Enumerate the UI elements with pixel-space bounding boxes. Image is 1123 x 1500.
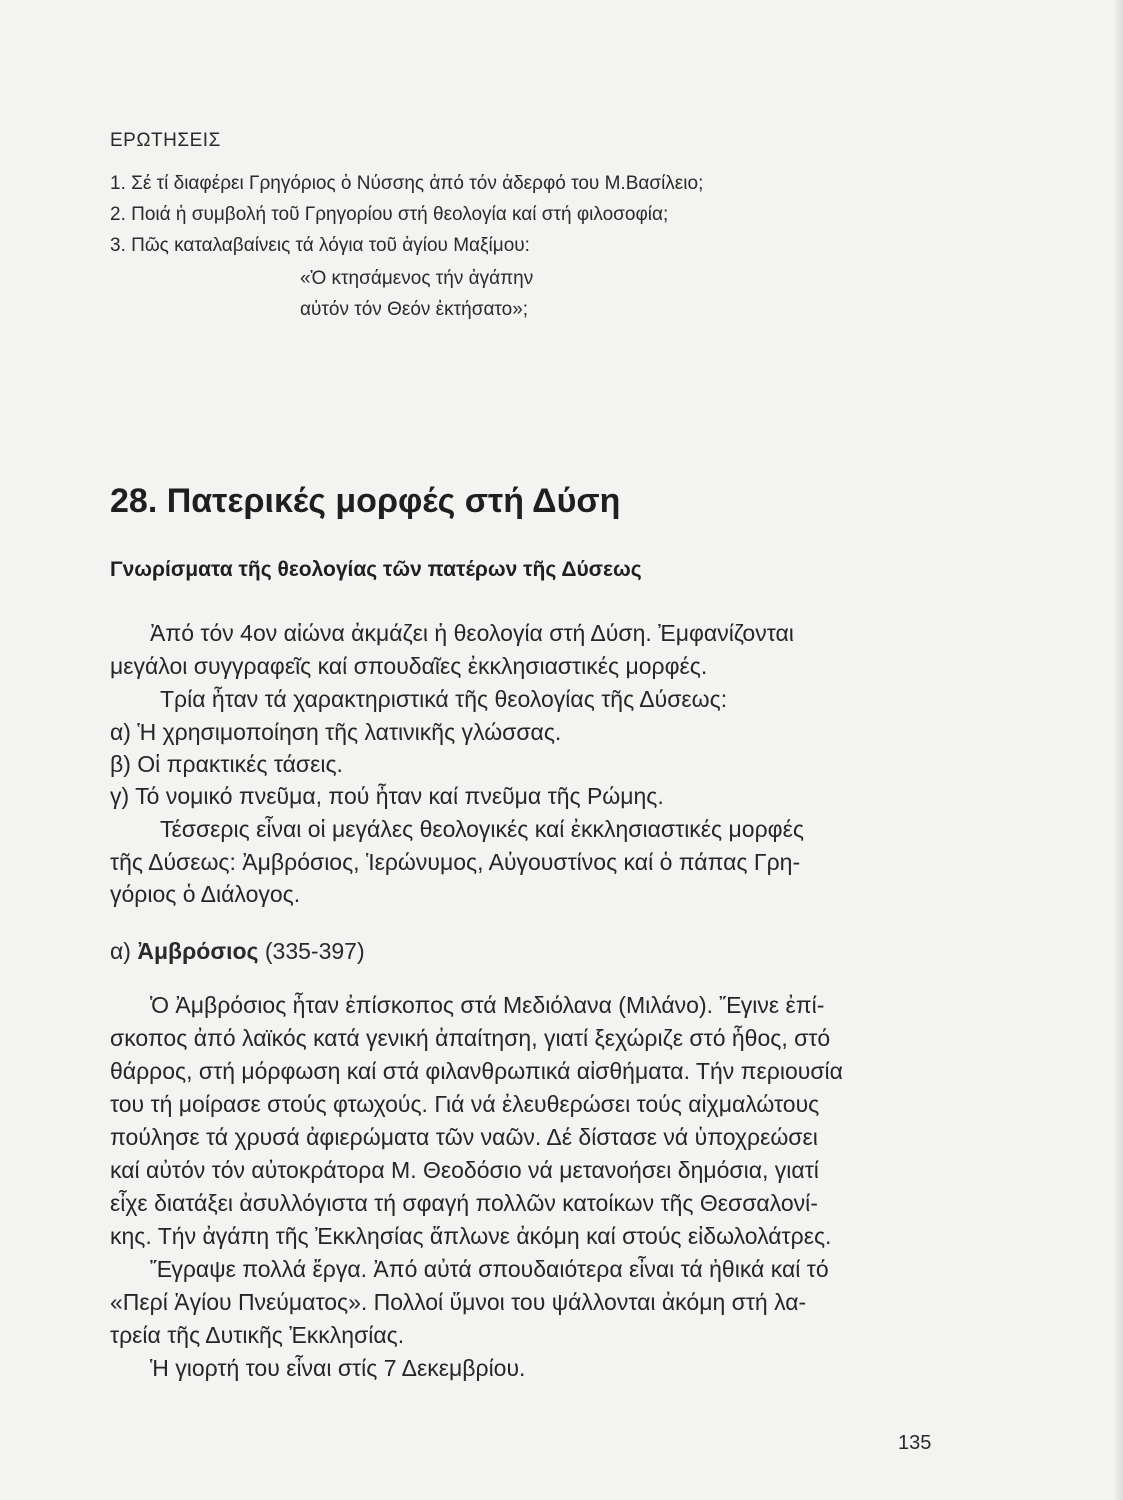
ambrose-line: κης. Τήν ἀγάπη τῆς Ἐκκλησίας ἅπλωνε ἀκόμη καί στούς εἰδωλολάτρες. [110, 1223, 832, 1249]
ambrose-line: Ὁ Ἀμβρόσιος ἦταν ἐπίσκοπος στά Μεδιόλανα (Μιλάνο). Ἔγινε ἐπί- [150, 992, 825, 1018]
ambrose-heading [110, 938, 365, 965]
ambrose-dates: (335-397) [264, 938, 365, 964]
question-1: 1. Σέ τί διαφέρει Γρηγόριος ὁ Νύσσης ἀπό τόν ἀδερφό του Μ.Βασίλειο; [110, 173, 704, 194]
intro-line: μεγάλοι συγγραφεῖς καί σπουδαῖες ἐκκλησιαστικές μορφές. [110, 653, 708, 679]
quote-line-2: αὐτόν τόν Θεόν ἐκτήσατο»; [300, 299, 529, 320]
ambrose-prefix: α) [110, 938, 131, 964]
intro-line: β) Οἱ πρακτικές τάσεις. [110, 751, 343, 777]
intro-line: Τρία ἦταν τά χαρακτηριστικά τῆς θεολογίας τῆς Δύσεως: [160, 686, 728, 712]
ambrose-line: του τή μοίρασε στούς φτωχούς. Γιά νά ἐλευθερώσει τούς αἰχμαλώτους [110, 1091, 820, 1117]
intro-line: τῆς Δύσεως: Ἀμβρόσιος, Ἱερώνυμος, Αὐγουστίνος καί ὁ πάπας Γρη- [110, 849, 801, 875]
intro-line: γ) Τό νομικό πνεῦμα, πού ἦταν καί πνεῦμα τῆς Ρώμης. [110, 783, 664, 809]
section-subtitle: Γνωρίσματα τῆς θεολογίας τῶν πατέρων τῆς Δύσεως [110, 558, 642, 581]
ambrose-line: Ἡ γιορτή του εἶναι στίς 7 Δεκεμβρίου. [150, 1355, 526, 1381]
question-3: 3. Πῶς καταλαβαίνεις τά λόγια τοῦ ἁγίου Μαξίμου: [110, 235, 530, 256]
intro-line: α) Ἡ χρησιμοποίηση τῆς λατινικῆς γλώσσας. [110, 719, 562, 745]
intro-line: γόριος ὁ Διάλογος. [110, 881, 301, 907]
quote-line-1: «Ὁ κτησάμενος τήν ἀγάπην [300, 268, 534, 289]
page-edge-shadow [1113, 0, 1123, 1500]
ambrose-line: πούλησε τά χρυσά ἀφιερώματα τῶν ναῶν. Δέ δίστασε νά ὑποχρεώσει [110, 1124, 818, 1150]
intro-line: Τέσσερις εἶναι οἱ μεγάλες θεολογικές καί ἐκκλησιαστικές μορφές [160, 816, 804, 842]
ambrose-line: Ἔγραψε πολλά ἔργα. Ἀπό αὐτά σπουδαιότερα εἶναι τά ἠθικά καί τό [150, 1256, 829, 1282]
intro-line: Ἀπό τόν 4ον αἰώνα ἀκμάζει ἡ θεολογία στή Δύση. Ἐμφανίζονται [150, 620, 794, 646]
page-number: 135 [898, 1432, 932, 1454]
ambrose-line: τρεία τῆς Δυτικῆς Ἐκκλησίας. [110, 1322, 405, 1348]
question-2: 2. Ποιά ἡ συμβολή τοῦ Γρηγορίου στή θεολογία καί στή φιλοσοφία; [110, 204, 669, 225]
ambrose-line: εἶχε διατάξει ἀσυλλόγιστα τή σφαγή πολλῶν κατοίκων τῆς Θεσσαλονί- [110, 1190, 818, 1216]
ambrose-line: θάρρος, στή μόρφωση καί στά φιλανθρωπικά αἰσθήματα. Τήν περιουσία [110, 1058, 843, 1084]
ambrose-line: «Περί Ἁγίου Πνεύματος». Πολλοί ὕμνοι του ψάλλονται ἀκόμη στή λα- [110, 1289, 807, 1315]
chapter-title: 28. Πατερικές μορφές στή Δύση [110, 482, 621, 520]
questions-heading: ΕΡΩΤΗΣΕΙΣ [110, 130, 221, 151]
ambrose-line: καί αὐτόν τόν αὐτοκράτορα Μ. Θεοδόσιο νά μετανοήσει δημόσια, γιατί [110, 1157, 819, 1183]
ambrose-name: Ἀμβρόσιος [137, 938, 259, 964]
ambrose-line: σκοπος ἀπό λαϊκός κατά γενική ἀπαίτηση, γιατί ξεχώριζε στό ἦθος, στό [110, 1025, 831, 1051]
